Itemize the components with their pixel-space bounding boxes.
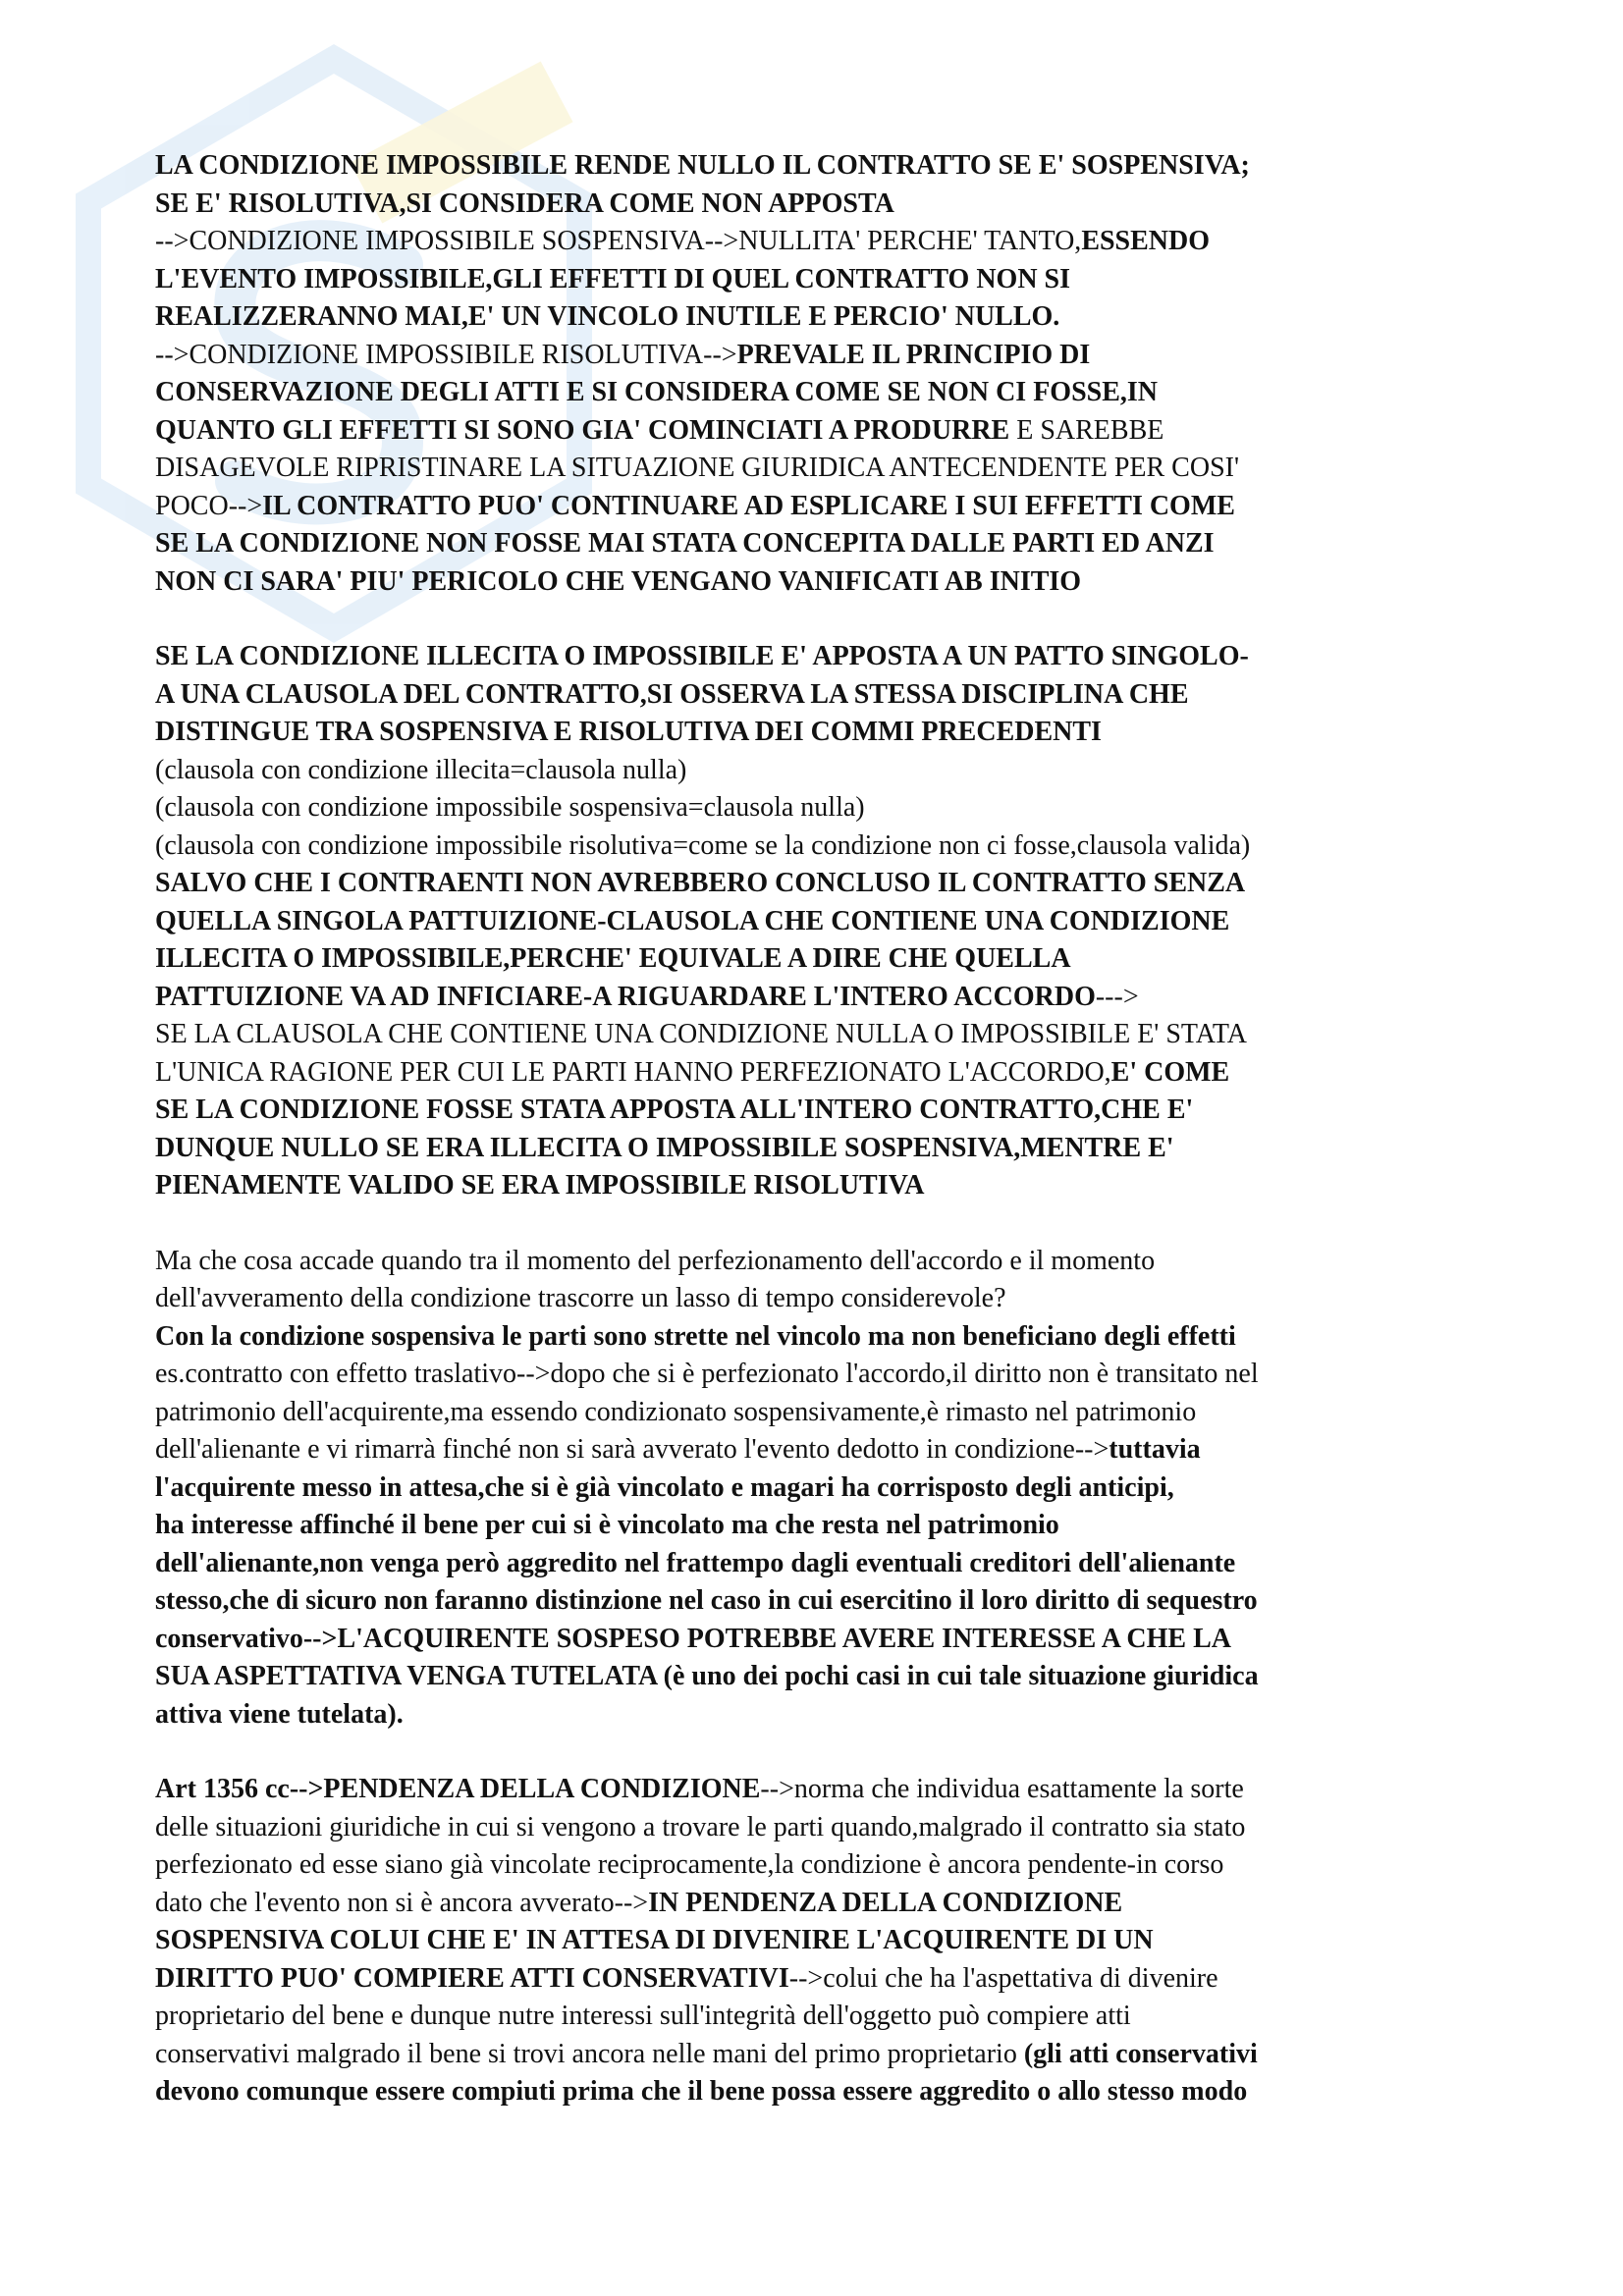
- text-run: Ma che cosa accade quando tra il momento del perfezionamento dell'accordo e il momento: [155, 1245, 1156, 1276]
- paragraph: [155, 638, 1490, 1205]
- text-line: [155, 865, 1490, 903]
- text-line: [155, 1431, 1490, 1469]
- text-line: [155, 903, 1490, 941]
- text-run: -->colui che ha l'aspettativa di divenire: [788, 1962, 1218, 1994]
- text-line: [155, 374, 1490, 412]
- text-run: E SAREBBE: [1009, 414, 1164, 446]
- text-line: [155, 525, 1490, 563]
- bold-text-run: (gli atti conservativi: [1023, 2038, 1258, 2069]
- text-line: [155, 1658, 1490, 1696]
- bold-text-run: ha interesse affinché il bene per cui si è vincolato ma che resta nel patrimonio: [155, 1510, 1059, 1540]
- text-line: [155, 1960, 1490, 1999]
- text-line: [155, 1356, 1490, 1394]
- bold-text-run: IL CONTRATTO PUO' CONTINUARE AD ESPLICARE I SUI EFFETTI COME: [262, 490, 1235, 521]
- paragraph: [155, 1243, 1490, 1735]
- bold-text-run: stesso,che di sicuro non faranno distinzione nel caso in cui esercitino il loro diritto di sequestro: [155, 1585, 1258, 1616]
- text-run: -->norma che individua esattamente la sorte: [760, 1774, 1244, 1804]
- text-line: [155, 1696, 1490, 1735]
- bold-text-run: REALIZZERANNO MAI,E' UN VINCOLO INUTILE E PERCIO' NULLO.: [155, 301, 1060, 332]
- text-line: [155, 1621, 1490, 1659]
- text-run: L'UNICA RAGIONE PER CUI LE PARTI HANNO PERFEZIONATO L'ACCORDO,: [155, 1056, 1111, 1088]
- text-line: [155, 147, 1490, 186]
- text-line: [155, 2073, 1490, 2111]
- text-line: [155, 1243, 1490, 1281]
- bold-text-run: l'acquirente messo in attesa,che si è già vincolato e magari ha corrisposto degli anticipi,: [155, 1471, 1174, 1503]
- bold-text-run: SE LA CONDIZIONE ILLECITA O IMPOSSIBILE E' APPOSTA A UN PATTO SINGOLO-: [155, 641, 1249, 671]
- text-line: [155, 1016, 1490, 1054]
- text-line: [155, 412, 1490, 451]
- bold-text-run: LA CONDIZIONE IMPOSSIBILE RENDE NULLO IL CONTRATTO SE E' SOSPENSIVA;: [155, 150, 1250, 181]
- text-line: [155, 638, 1490, 676]
- text-line: [155, 789, 1490, 828]
- text-line: [155, 1318, 1490, 1357]
- text-run: perfezionato ed esse siano già vincolate reciprocamente,la condizione è ancora pendente-in corso: [155, 1849, 1224, 1880]
- text-run: (clausola con condizione impossibile risolutiva=come se la condizione non ci fosse,clausola valida): [155, 829, 1251, 861]
- text-line: [155, 1545, 1490, 1583]
- text-run: SE LA CLAUSOLA CHE CONTIENE UNA CONDIZIONE NULLA O IMPOSSIBILE E' STATA: [155, 1019, 1247, 1049]
- bold-text-run: SOSPENSIVA COLUI CHE E' IN ATTESA DI DIVENIRE L'ACQUIRENTE DI UN: [155, 1925, 1154, 1955]
- text-run: dell'avveramento della condizione trascorre un lasso di tempo considerevole?: [155, 1283, 1006, 1313]
- text-line: [155, 1922, 1490, 1960]
- bold-text-run: DISTINGUE TRA SOSPENSIVA E RISOLUTIVA DEI COMMI PRECEDENTI: [155, 717, 1102, 747]
- bold-text-run: SE LA CONDIZIONE NON FOSSE MAI STATA CONCEPITA DALLE PARTI ED ANZI: [155, 528, 1215, 559]
- text-run: (clausola con condizione illecita=clausola nulla): [155, 754, 687, 785]
- text-run: dato che l'evento non si è ancora avverato-->: [155, 1887, 649, 1918]
- text-line: [155, 1092, 1490, 1130]
- bold-text-run: Con la condizione sospensiva le parti sono strette nel vincolo ma non beneficiano degli effetti: [155, 1320, 1236, 1352]
- bold-text-run: QUANTO GLI EFFETTI SI SONO GIA' COMINCIATI A PRODURRE: [155, 414, 1010, 446]
- text-line: [155, 1469, 1490, 1508]
- bold-text-run: CONSERVAZIONE DEGLI ATTI E SI CONSIDERA COME SE NON CI FOSSE,IN: [155, 377, 1159, 407]
- text-run: POCO-->: [155, 490, 263, 521]
- bold-text-run: DUNQUE NULLO SE ERA ILLECITA O IMPOSSIBILE SOSPENSIVA,MENTRE E': [155, 1132, 1174, 1163]
- text-line: [155, 1507, 1490, 1545]
- document-page: [155, 147, 1490, 2149]
- bold-text-run: tuttavia: [1109, 1434, 1201, 1465]
- text-line: [155, 186, 1490, 224]
- text-run: delle situazioni giuridiche in cui si vengono a trovare le parti quando,malgrado il contratto sia stato: [155, 1811, 1246, 1842]
- bold-text-run: PATTUIZIONE VA AD INFICIARE-A RIGUARDARE L'INTERO ACCORDO: [155, 981, 1096, 1012]
- text-line: [155, 979, 1490, 1017]
- text-line: [155, 676, 1490, 715]
- text-line: [155, 1809, 1490, 1847]
- bold-text-run: PIENAMENTE VALIDO SE ERA IMPOSSIBILE RISOLUTIVA: [155, 1170, 925, 1201]
- text-line: [155, 1582, 1490, 1621]
- text-line: [155, 940, 1490, 979]
- text-line: [155, 1394, 1490, 1432]
- text-run: proprietario del bene e dunque nutre interessi sull'integrità dell'oggetto può compiere atti: [155, 2001, 1131, 2031]
- bold-text-run: ILLECITA O IMPOSSIBILE,PERCHE' EQUIVALE A DIRE CHE QUELLA: [155, 943, 1071, 974]
- text-line: [155, 1885, 1490, 1923]
- text-line: [155, 1054, 1490, 1093]
- text-line: [155, 261, 1490, 299]
- text-run: --->: [1095, 981, 1139, 1012]
- text-line: [155, 1846, 1490, 1885]
- text-run: es.contratto con effetto traslativo-->dopo che si è perfezionato l'accordo,il diritto non è transitato nel: [155, 1359, 1259, 1389]
- text-line: [155, 337, 1490, 375]
- bold-text-run: dell'alienante,non venga però aggredito nel frattempo dagli eventuali creditori dell'alienante: [155, 1547, 1236, 1578]
- bold-text-run: SE LA CONDIZIONE FOSSE STATA APPOSTA ALL'INTERO CONTRATTO,CHE E': [155, 1095, 1194, 1125]
- text-line: [155, 752, 1490, 790]
- bold-text-run: E' COME: [1110, 1056, 1230, 1088]
- text-run: (clausola con condizione impossibile sospensiva=clausola nulla): [155, 792, 865, 823]
- bold-text-run: NON CI SARA' PIU' PERICOLO CHE VENGANO VANIFICATI AB INITIO: [155, 565, 1082, 597]
- text-line: [155, 223, 1490, 261]
- bold-text-run: PREVALE IL PRINCIPIO DI: [736, 339, 1091, 370]
- bold-text-run: conservativo-->L'ACQUIRENTE SOSPESO POTREBBE AVERE INTERESSE A CHE LA: [155, 1623, 1232, 1654]
- text-line: [155, 450, 1490, 488]
- text-run: patrimonio dell'acquirente,ma essendo condizionato sospensivamente,è rimasto nel patrimonio: [155, 1396, 1197, 1427]
- text-line: [155, 1998, 1490, 2036]
- bold-text-run: DIRITTO PUO' COMPIERE ATTI CONSERVATIVI: [155, 1962, 789, 1994]
- text-run: conservativi malgrado il bene si trovi ancora nelle mani del primo proprietario: [155, 2038, 1024, 2069]
- text-line: [155, 2036, 1490, 2074]
- text-line: [155, 714, 1490, 752]
- text-line: [155, 1280, 1490, 1318]
- text-line: [155, 1771, 1490, 1809]
- text-line: [155, 828, 1490, 866]
- bold-text-run: devono comunque essere compiuti prima che il bene possa essere aggredito o allo stesso modo: [155, 2076, 1248, 2107]
- text-line: [155, 1167, 1490, 1205]
- bold-text-run: SUA ASPETTATIVA VENGA TUTELATA (è uno dei pochi casi in cui tale situazione giuridica: [155, 1661, 1259, 1691]
- bold-text-run: IN PENDENZA DELLA CONDIZIONE: [648, 1887, 1123, 1918]
- bold-text-run: L'EVENTO IMPOSSIBILE,GLI EFFETTI DI QUEL CONTRATTO NON SI: [155, 263, 1071, 294]
- bold-text-run: SE E' RISOLUTIVA,SI CONSIDERA COME NON APPOSTA: [155, 187, 894, 219]
- paragraph: [155, 1771, 1490, 2111]
- bold-text-run: QUELLA SINGOLA PATTUIZIONE-CLAUSOLA CHE CONTIENE UNA CONDIZIONE: [155, 905, 1230, 936]
- bold-text-run: attiva viene tutelata).: [155, 1698, 404, 1730]
- text-run: -->CONDIZIONE IMPOSSIBILE SOSPENSIVA-->NULLITA' PERCHE' TANTO,: [155, 226, 1082, 256]
- bold-text-run: SALVO CHE I CONTRAENTI NON AVREBBERO CONCLUSO IL CONTRATTO SENZA: [155, 868, 1246, 898]
- bold-text-run: A UNA CLAUSOLA DEL CONTRATTO,SI OSSERVA LA STESSA DISCIPLINA CHE: [155, 678, 1189, 710]
- text-line: [155, 563, 1490, 602]
- paragraph: [155, 147, 1490, 601]
- text-run: DISAGEVOLE RIPRISTINARE LA SITUAZIONE GIURIDICA ANTECENDENTE PER COSI': [155, 453, 1240, 483]
- text-line: [155, 1130, 1490, 1168]
- text-run: dell'alienante e vi rimarrà finché non si sarà avverato l'evento dedotto in condizione-->: [155, 1434, 1109, 1465]
- text-line: [155, 298, 1490, 337]
- bold-text-run: ESSENDO: [1081, 226, 1211, 256]
- bold-text-run: Art 1356 cc-->PENDENZA DELLA CONDIZIONE: [155, 1774, 761, 1804]
- text-run: -->CONDIZIONE IMPOSSIBILE RISOLUTIVA-->: [155, 339, 737, 370]
- text-line: [155, 488, 1490, 526]
